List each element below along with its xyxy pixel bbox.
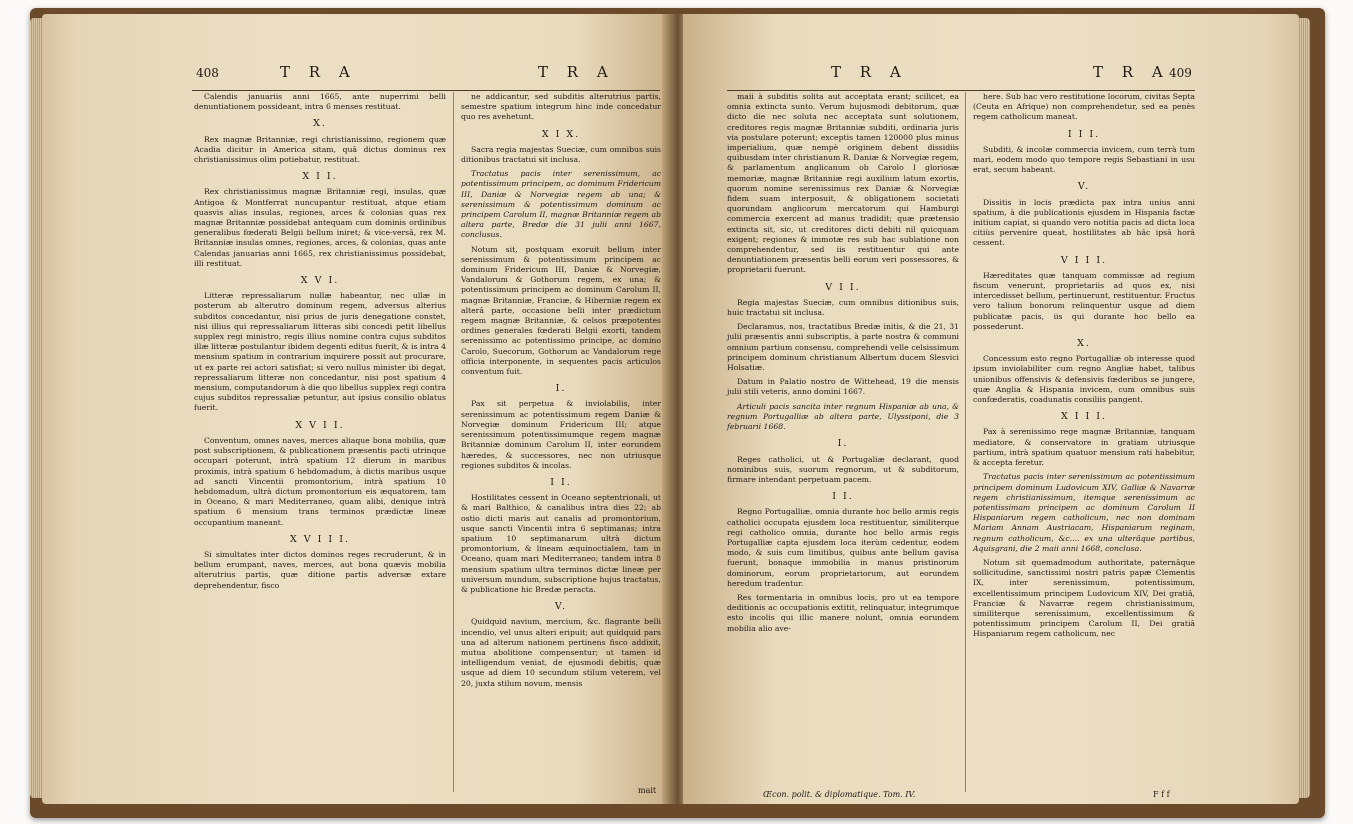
section-number: X V I I I. (290, 533, 350, 545)
column-rule-left (453, 92, 454, 792)
header-rule-left (192, 90, 660, 91)
paragraph: Tractatus pacis inter serenissimum, ac potentissimum principem, ac dominum Fridericum III, Daniæ & Norvegiæ regem ab una; & serenissimum & potentissimum dominum ac principem Carolum II, magnæ Britanniæ regem ab altera parte, Bredæ die 31 julii anni 1667, conclusus. (461, 169, 661, 240)
paragraph: Tractatus pacis inter serenissimum ac potentissimum principem dominum Ludovicum XIV, Galliæ & Navarræ regem christianissimum, itemque serenissimum ac potentissimam principem ac dominum Carolum II Hispaniarum regem catholicum, nec non dominam Mariam Annam Austriacam, Hispaniarum reginam, regnum catholicum, &c.... ex una ulterâque partibus, Aquisgrani, die 2 maii anni 1668, conclusa. (973, 472, 1195, 553)
running-title-left-col2: T R A (538, 63, 615, 81)
running-title-right-col2: T R A (1093, 63, 1170, 81)
paragraph: Declaramus, nos, tractatibus Bredæ initis, & die 21, 31 julii præsentis anni subscriptis, à parte nostra & communi omnium partium consensu, comprehendi velle celsissimum principem dominum christianum Albertum ducem Slesvici Holsatiæ. (727, 322, 959, 373)
paragraph: Notum sit quemadmodum authoritate, paternâque sollicitudine, sanctissimi nostri patris papæ Clementis IX, inter serenissimum, potentissimum, excellentissimum principem Ludovicum XIV, Dei gratiâ, Franciæ & Navarræ regem christianissimum, similiterque serenissimum, excellentissimum & potentissimum principem Carolum II, Dei gratiâ Hispaniarum regem catholicum, nec (973, 557, 1195, 639)
paragraph: Si simultates inter dictos dominos reges recruderunt, & in bellum erumpant, naves, merces, aut bona quævis mobilia alterutrius partis, quæ ditione partis adversæ extare deprehendentur, fisco (194, 549, 446, 590)
left-page (42, 14, 669, 804)
paragraph: Pax sit perpetua & inviolabilis, inter serenissimum ac potentissimum regem Daniæ & Norvegiæ dominum Fridericum III; atque serenissimum potentissimumque regem magnæ Britanniæ dominum Carolum II, inter eorundem hæredes, & successores, nec non utriusque regiones subditos & incolas. (461, 399, 661, 470)
right-page-column-1 (727, 92, 959, 638)
paragraph: Rex magnæ Britanniæ, regi christianissimo, regionem quæ Acadia dicitur in America sitam, quâ dictus dominus rex christianissimus olim potiebatur, restituat. (194, 134, 446, 165)
page-number-right: 409 (1169, 66, 1192, 80)
page-footer: Œcon. polit. & diplomatique. Tom. IV. (763, 790, 916, 799)
paragraph: Datum in Palatio nostro de Wittehead, 19 die mensis julii stili veteris, anno domini 1667. (727, 377, 959, 397)
paragraph: Notum sit, postquam exoruit bellum inter serenissimum & potentissimum principem ac dominum Fridericum III, Daniæ & Norvegiæ, Vandalorum & Gothorum regem, ex una; & potentissimum principem ac dominum Carolum II, magnæ Britanniæ, Franciæ, & Hiberniæ regem ex alterâ parte, occasione belli inter prædictum regem magnæ Britanniæ, & celsos præpotentes ordines generales fœderati Belgii exorti, tandem serenissimo ac potentissimo principe, ac domino Carolo, Suecorum, Gothorum ac Vandalorum rege officia interponente, in sequentes pacis articulos conventum fuit. (461, 244, 661, 377)
paragraph: Subditi, & incolæ commercia invicem, cum terrà tum mari, eodem modo quo tempore regis Sebastiani in usu erat, secum habeant. (973, 144, 1195, 175)
section-number: V I I I. (1060, 254, 1108, 266)
paragraph: Hostilitates cessent in Oceano septentrionali, ut & mari Balthico, & canalibus intra dies 22; ab ostio dicti maris aut canalis ad promontorium, usque sancti Vincentii intra 6 septimanas; intra spatium 10 septimanarum ultrà dictum promontorium, & lineam æquinoctialem, tam in Oceano, quam mari Mediterraneo; tandem intra 8 mensium spatium ultra terminos dictæ lineæ per universum mundum, subscriptione hujus tractatus, & publicatione hic Bredæ peracta. (461, 493, 661, 594)
paragraph: here. Sub hac vero restitutione locorum, civitas Septa (Ceuta en Afrique) non comprehendetur, sed ea penès regem catholicum maneat. (973, 92, 1195, 122)
paragraph: Calendis januariis anni 1665, ante nuperrimi belli denuntiationem possideant, intra 6 menses restituat. (194, 92, 446, 112)
paragraph: Regno Portugalliæ, omnia durante hoc bello armis regis catholici occupata ejusdem loca restituentur, similiterque regi catholico omnia, durante hoc bello armis regis Portugalliæ capta ejusdem loca iterùm cedentur, eodem modo, & suis cum limitibus, quibus ante bellum gavisa fuerunt, bonaque immobilia in manus pristinorum dominorum, eorum proprietariorum, aut eorundem heredum tradentur. (727, 507, 959, 588)
paragraph: Conventum, omnes naves, merces aliaque bona mobilia, quæ post subscriptionem, & publicationem præsentis pacti utrinque occupari poterunt, intrà spatium 12 dierum in maribus proximis, intrà spatium 6 hebdomadum, à dictis maribus usque ad sancti Vincentii promontorium, intrà spatium 10 hebdomadum, ultrà dictum promontorium eis æquatorem, tam in Oceano, & mari Mediterraneo, quam alibi, denique intrà spatium 6 mensium trans terminos prædictæ lineæ occupantium maneant. (194, 435, 446, 527)
running-title-right-col1: T R A (831, 63, 908, 81)
paragraph: Pax à serenissimo rege magnæ Britanniæ, tanquam mediatore, & conservatore in gratiam utriusque partium, intrà spatium quatuor mensium rati habebitur, & accepta feretur. (973, 427, 1195, 468)
column-rule-right (965, 92, 966, 792)
paragraph: Concessum esto regno Portugalliæ ob interesse quod ipsum inviolabiliter cum regno Angliæ habet, talibus unionibus offensivis & defensivis fœderibus se jungere, quæ Anglia & Hispania invicem, cum omnibus suis confœderatis, coadunatis consiliis pangent. (973, 354, 1195, 405)
right-page-column-2 (973, 92, 1195, 644)
left-page-column-1 (194, 92, 446, 595)
paragraph: Hæreditates quæ tanquam commissæ ad regium fiscum venerunt, proprietariis ad quos ex, nisi intercedisset bellum, pertinuerunt, restituentur. Fructus vero talium bonorum relinquentur usque ad diem publicatæ pacis, iis qui durante hoc bello ea possederunt. (973, 270, 1195, 331)
section-number: I I. (550, 476, 572, 488)
paragraph: Litteræ repressaliarum nullæ habeantur, nec ullæ in posterum ab alterutro dominum regem, adversus alterius subditos concedantur, nisi prius de juris denegatione constet, nisi illius qui repressaliarum litteras sibi concedi petit libellus supplex regi ministro, regis illius nomine contra cujus subditos illæ litteræ postulantur ibidem degenti editus fuerit, & is intra 4 mensium spatium in contrarium inquirere possit aut procurare, ut ex parte rei actori satisfiat; si vero nullus minister ibi degat, repressaliarum litteræ non concedantur, nisi post spatium 4 mensium, computandorum à die quo libellus supplex regi contra cujus subditos repressaliæ petuntur, aut ipsius consilio oblatus fuerit. (194, 291, 446, 413)
running-title-left-col1: T R A (280, 63, 357, 81)
section-number: X V I. (300, 275, 340, 287)
paragraph: Regia majestas Sueciæ, cum omnibus ditionibus suis, huic tractatui sit inclusa. (727, 297, 959, 318)
right-page (683, 14, 1299, 804)
paragraph: Articuli pacis sancita inter regnum Hispaniæ ab una, & regnum Portugalliæ ab altera parte, Ulyssiponi, die 3 februarii 1668. (727, 401, 959, 432)
section-number: V I I. (825, 281, 861, 293)
section-number: X. (1077, 338, 1091, 350)
section-number: I. (555, 383, 567, 395)
paragraph: ne addicantur, sed subditis alterutrius partis, semestre spatium integrum hinc inde concedatur quo res avehetunt. (461, 92, 661, 122)
section-number: V. (1077, 181, 1091, 193)
left-page-column-2 (461, 92, 661, 693)
section-number: X V I I. (295, 419, 345, 431)
section-number: X I I I. (1060, 411, 1108, 423)
paragraph: Res tormentaria in omnibus locis, pro ut ea tempore deditionis ac occupationis extitit, relinquatur, integrumque esto incolis qui illic manere nolunt, omnia eorundem mobilia alio ave- (727, 592, 959, 633)
section-number: X I X. (541, 128, 581, 140)
section-number: I I. (832, 491, 854, 503)
paragraph: Sacra regia majestas Sueciæ, cum omnibus suis ditionibus tractatui sit inclusa. (461, 144, 661, 165)
paragraph: maii à subditis solita aut acceptata erant; scilicet, ea omnia extincta sunto. Verum hujusmodi debitorum, quæ dicto die nec soluta nec acceptata sunt solutionem, creditores regis magnæ Britanniæ subditi, ordinaria juris via postulare poterunt; exceptis tamen 120000 plus minus imperialium, quæ nempè originem debent dissidiis quibusdam inter christianum R. Daniæ & Norvegiæ regem, & parlamentum anglicanum ob Carolo I gloriosæ memoriæ, magnæ Britanniæ regi auxilium latum exortis, quorum nomine serenissimus rex Daniæ & Norvegiæ fidem suam interposuit, & obligationem societati quorundam anglicorum mercatorum qui Hamburgi commercia exercent ad manus tradidit; quæ prætensio extincta sit, sic, ut creditores dicti debiti nil quicquam exigent; regiones & immotæ res sub hac sublatione non comprehendentur, sed iis restituentur qui ante denuntiationem præsentis belli eorum veri possessores, & proprietarii fuerunt. (727, 92, 959, 275)
section-number: I. (837, 438, 849, 450)
signature-mark: F f f (1153, 790, 1170, 799)
page-number-left: 408 (196, 66, 219, 80)
section-number: X I I. (302, 171, 338, 183)
section-number: X. (313, 118, 327, 130)
section-number: I I I. (1067, 128, 1101, 140)
paragraph: Reges catholici, ut & Portugaliæ declarant, quod nominibus suis, suorum regnorum, ut & subditorum, firmare intendant perpetuam pacem. (727, 454, 959, 484)
catchword-left: mait (638, 786, 657, 795)
section-number: V. (554, 601, 568, 613)
paragraph: Dissitis in locis prædicta pax intra unius anni spatium, à die publicationis ejusdem in Hispania factæ initium capiat, si quando vero notitia pacis ad dicta loca citiùs pervenire queat, hostilitates ab hâc ipsâ horâ cessent. (973, 197, 1195, 248)
paragraph: Rex christianissimus magnæ Britanniæ regi, insulas, quæ Antigoa & Montferrat nuncupantur restituat, atque etiam quasvis alias insulas, regiones, arces & colonias quas rex magnæ Britanniæ possidebat antequam cum dominis ordinibus generalibus fœderati Belgii bellum iniret; & vice-versâ, rex M. Britanniæ insulas omnes, regiones, arces, & colonias, quas ante Calendas januarias anni 1665, rex christianissimus possidebat, illi restituat. (194, 187, 446, 268)
header-rule-right (727, 90, 1195, 91)
paragraph: Quidquid navium, mercium, &c. flagrante belli incendio, vel unus alteri eripuit; aut quidquid pars una ad alterum nationem pertinens fisco addixit, mutua abolitione compensentur; ut tamen id intelligendum veniat, de ejusmodi debitis, quæ usque ad diem 10 secundum stilum veterem, vel 20, juxta stilum novum, mensis (461, 617, 661, 688)
